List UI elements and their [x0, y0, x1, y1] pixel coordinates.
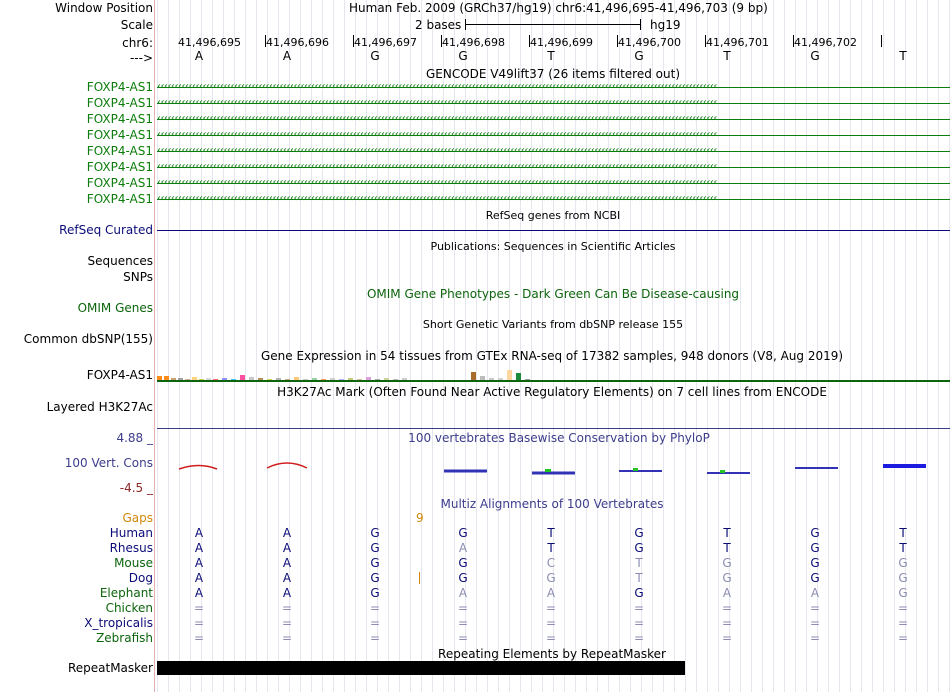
- gtex-tissue-bar[interactable]: [312, 378, 317, 380]
- alignment-base: =: [809, 616, 821, 630]
- gtex-tissue-bar[interactable]: [480, 376, 485, 380]
- species-label[interactable]: Human: [109, 526, 153, 540]
- alignment-base: G: [810, 571, 820, 585]
- alignment-base: A: [194, 571, 204, 585]
- gtex-tissue-bar[interactable]: [231, 379, 236, 380]
- ruler-base: G: [458, 49, 468, 63]
- gtex-tissue-bar[interactable]: [330, 378, 335, 380]
- multiz-track-title[interactable]: Multiz Alignments of 100 Vertebrates: [440, 497, 664, 511]
- gtex-tissue-bar[interactable]: [285, 379, 290, 380]
- gtex-tissue-bar[interactable]: [357, 379, 362, 380]
- alignment-base: T: [723, 526, 731, 540]
- alignment-base: A: [282, 526, 292, 540]
- gtex-tissue-bar[interactable]: [192, 377, 197, 380]
- gtex-tissue-bar[interactable]: [525, 379, 530, 380]
- alignment-base: =: [457, 631, 469, 645]
- gencode-transcript[interactable]: [157, 160, 950, 174]
- alignment-base: A: [282, 541, 292, 555]
- phylop-label[interactable]: 100 Vert. Cons: [64, 456, 153, 470]
- phylop-mark-6: [720, 470, 725, 473]
- publications-track-title[interactable]: Publications: Sequences in Scientific Articles: [430, 240, 676, 253]
- alignment-base: T: [635, 556, 643, 570]
- alignment-base: A: [194, 526, 204, 540]
- alignment-base: T: [899, 541, 907, 555]
- repeatmasker-label[interactable]: RepeatMasker: [67, 661, 153, 675]
- alignment-base: A: [458, 541, 468, 555]
- alignment-base: G: [898, 571, 908, 585]
- alignment-base: =: [897, 631, 909, 645]
- gtex-track-title[interactable]: Gene Expression in 54 tissues from GTEx RNA-seq of 17382 samples, 948 donors (V8, Aug 2019): [260, 349, 844, 363]
- alignment-base: =: [369, 631, 381, 645]
- gaps-value: 9: [416, 511, 424, 525]
- scale-bar-left-tick: [465, 19, 466, 30]
- gtex-tissue-bar[interactable]: [185, 379, 190, 380]
- gtex-tissue-bar[interactable]: [164, 376, 169, 380]
- phylop-peak-1: [179, 466, 217, 470]
- alignment-base: =: [457, 616, 469, 630]
- alignment-base: =: [545, 601, 557, 615]
- alignment-base: =: [193, 616, 205, 630]
- phylop-mark-4: [545, 469, 551, 472]
- alignment-base: =: [281, 616, 293, 630]
- alignment-base: G: [810, 526, 820, 540]
- scale-label: Scale: [120, 18, 153, 32]
- alignment-base: G: [634, 541, 644, 555]
- gtex-tissue-bar[interactable]: [375, 379, 380, 380]
- assembly-position-title[interactable]: Human Feb. 2009 (GRCh37/hg19) chr6:41,496,695-41,496,703 (9 bp): [349, 1, 768, 15]
- gencode-gene-label[interactable]: FOXP4-AS1: [86, 160, 153, 174]
- repeatmasker-element[interactable]: [157, 661, 685, 675]
- alignment-base: G: [898, 556, 908, 570]
- alignment-base: G: [722, 556, 732, 570]
- gencode-transcript[interactable]: [157, 96, 950, 110]
- gtex-tissue-bar[interactable]: [171, 378, 176, 380]
- gtex-expression-bars[interactable]: [157, 366, 950, 382]
- gtex-tissue-bar[interactable]: [402, 378, 407, 380]
- dbsnp-label[interactable]: Common dbSNP(155): [23, 332, 153, 346]
- gencode-track-title[interactable]: GENCODE V49lift37 (26 items filtered out): [425, 67, 681, 81]
- alignment-base: G: [722, 571, 732, 585]
- dbsnp-track-title[interactable]: Short Genetic Variants from dbSNP release 155: [422, 318, 684, 331]
- gtex-tissue-bar[interactable]: [222, 378, 227, 380]
- h3k27ac-label[interactable]: Layered H3K27Ac: [46, 400, 153, 414]
- alignment-base: A: [458, 586, 468, 600]
- strand-arrows-icon: ‹‹‹‹‹‹‹‹‹‹‹‹‹‹‹‹‹‹‹‹‹‹‹‹‹‹‹‹‹‹‹‹‹‹‹‹‹‹‹‹‹‹‹‹‹‹‹‹‹‹‹‹‹‹‹‹‹‹‹‹‹‹‹‹‹‹‹‹‹‹‹‹‹‹‹‹‹‹‹‹‹‹‹‹‹‹‹‹‹‹‹‹‹‹‹‹‹‹‹‹‹‹‹‹‹‹‹‹‹‹‹‹‹‹‹‹‹‹‹‹‹‹‹‹‹‹‹‹‹‹‹‹‹‹‹‹‹‹‹‹‹‹‹‹‹‹‹‹‹‹‹‹‹‹‹‹‹‹‹‹: [157, 193, 717, 204]
- alignment-base: =: [633, 601, 645, 615]
- alignment-base: G: [634, 586, 644, 600]
- strand-arrows-icon: ‹‹‹‹‹‹‹‹‹‹‹‹‹‹‹‹‹‹‹‹‹‹‹‹‹‹‹‹‹‹‹‹‹‹‹‹‹‹‹‹‹‹‹‹‹‹‹‹‹‹‹‹‹‹‹‹‹‹‹‹‹‹‹‹‹‹‹‹‹‹‹‹‹‹‹‹‹‹‹‹‹‹‹‹‹‹‹‹‹‹‹‹‹‹‹‹‹‹‹‹‹‹‹‹‹‹‹‹‹‹‹‹‹‹‹‹‹‹‹‹‹‹‹‹‹‹‹‹‹‹‹‹‹‹‹‹‹‹‹‹‹‹‹‹‹‹‹‹‹‹‹‹‹‹‹‹‹‹‹‹: [157, 177, 717, 188]
- ruler-position-label: 41,496,701: [706, 36, 769, 49]
- alignment-base: =: [545, 631, 557, 645]
- species-label[interactable]: Dog: [128, 571, 153, 585]
- alignment-base: G: [458, 526, 468, 540]
- alignment-base: G: [810, 556, 820, 570]
- gtex-gene-line[interactable]: [157, 380, 950, 382]
- refseq-gene-line[interactable]: [157, 230, 950, 231]
- ruler-base: T: [723, 49, 731, 63]
- gtex-tissue-bar[interactable]: [489, 378, 494, 380]
- ruler-position-label: 41,496,696: [266, 36, 329, 49]
- gtex-tissue-bar[interactable]: [384, 378, 389, 380]
- gencode-gene-label[interactable]: FOXP4-AS1: [86, 96, 153, 110]
- strand-arrows-icon: ‹‹‹‹‹‹‹‹‹‹‹‹‹‹‹‹‹‹‹‹‹‹‹‹‹‹‹‹‹‹‹‹‹‹‹‹‹‹‹‹‹‹‹‹‹‹‹‹‹‹‹‹‹‹‹‹‹‹‹‹‹‹‹‹‹‹‹‹‹‹‹‹‹‹‹‹‹‹‹‹‹‹‹‹‹‹‹‹‹‹‹‹‹‹‹‹‹‹‹‹‹‹‹‹‹‹‹‹‹‹‹‹‹‹‹‹‹‹‹‹‹‹‹‹‹‹‹‹‹‹‹‹‹‹‹‹‹‹‹‹‹‹‹‹‹‹‹‹‹‹‹‹‹‹‹‹‹‹‹‹: [157, 81, 717, 92]
- alignment-base: =: [897, 616, 909, 630]
- alignment-base: =: [193, 601, 205, 615]
- alignment-base: G: [458, 571, 468, 585]
- gencode-gene-label[interactable]: FOXP4-AS1: [86, 112, 153, 126]
- gencode-transcript[interactable]: [157, 176, 950, 190]
- alignment-base: =: [369, 601, 381, 615]
- alignment-base: A: [194, 541, 204, 555]
- alignment-base: G: [370, 541, 380, 555]
- gtex-tissue-bar[interactable]: [498, 378, 503, 380]
- ruler-position-label: 41,496,702: [794, 36, 857, 49]
- alignment-base: =: [809, 631, 821, 645]
- gtex-tissue-bar[interactable]: [294, 377, 299, 380]
- gencode-transcript[interactable]: [157, 128, 950, 142]
- gtex-tissue-bar[interactable]: [206, 378, 211, 380]
- alignment-base: =: [721, 601, 733, 615]
- gtex-tissue-bar[interactable]: [366, 377, 371, 380]
- gtex-tissue-bar[interactable]: [249, 377, 254, 380]
- ruler-tick: [881, 35, 882, 47]
- strand-arrows-icon: ‹‹‹‹‹‹‹‹‹‹‹‹‹‹‹‹‹‹‹‹‹‹‹‹‹‹‹‹‹‹‹‹‹‹‹‹‹‹‹‹‹‹‹‹‹‹‹‹‹‹‹‹‹‹‹‹‹‹‹‹‹‹‹‹‹‹‹‹‹‹‹‹‹‹‹‹‹‹‹‹‹‹‹‹‹‹‹‹‹‹‹‹‹‹‹‹‹‹‹‹‹‹‹‹‹‹‹‹‹‹‹‹‹‹‹‹‹‹‹‹‹‹‹‹‹‹‹‹‹‹‹‹‹‹‹‹‹‹‹‹‹‹‹‹‹‹‹‹‹‹‹‹‹‹‹‹‹‹‹‹: [157, 145, 717, 156]
- alignment-base: =: [809, 601, 821, 615]
- alignment-base: C: [546, 556, 556, 570]
- alignment-base: A: [194, 556, 204, 570]
- gtex-tissue-bar[interactable]: [258, 378, 263, 380]
- alignment-base: =: [369, 616, 381, 630]
- alignment-base: G: [634, 526, 644, 540]
- alignment-base: T: [547, 526, 555, 540]
- gtex-tissue-bar[interactable]: [507, 370, 512, 380]
- alignment-base: =: [633, 631, 645, 645]
- publications-sequences-label[interactable]: Sequences: [87, 254, 153, 268]
- ruler-base: A: [282, 49, 292, 63]
- ruler-position-label: 41,496,698: [442, 36, 505, 49]
- gtex-tissue-bar[interactable]: [321, 379, 326, 380]
- ruler-base: G: [810, 49, 820, 63]
- alignment-base: =: [721, 616, 733, 630]
- gencode-gene-label[interactable]: FOXP4-AS1: [86, 176, 153, 190]
- species-label[interactable]: X_tropicalis: [84, 616, 153, 630]
- phylop-wiggle[interactable]: [157, 458, 950, 478]
- scale-bar-right-tick: [640, 19, 641, 30]
- alignment-base: =: [897, 601, 909, 615]
- ruler-position-label: 41,496,700: [618, 36, 681, 49]
- alignment-base: T: [635, 571, 643, 585]
- phylop-max-label: 4.88 _: [116, 431, 153, 445]
- gtex-tissue-bar[interactable]: [267, 379, 272, 380]
- alignment-base: G: [370, 556, 380, 570]
- species-label[interactable]: Rhesus: [109, 541, 153, 555]
- refseq-label[interactable]: RefSeq Curated: [59, 223, 153, 237]
- alignment-base: A: [282, 556, 292, 570]
- ruler-position-label: 41,496,699: [530, 36, 593, 49]
- publications-snps-label[interactable]: SNPs: [123, 270, 153, 284]
- gencode-gene-label[interactable]: FOXP4-AS1: [86, 144, 153, 158]
- alignment-base: A: [546, 586, 556, 600]
- omim-track-title[interactable]: OMIM Gene Phenotypes - Dark Green Can Be Disease-causing: [366, 287, 740, 301]
- gtex-tissue-bar[interactable]: [348, 378, 353, 380]
- ruler-base: G: [370, 49, 380, 63]
- phylop-mark-5: [633, 468, 638, 471]
- alignment-base: G: [370, 526, 380, 540]
- strand-arrows-icon: ‹‹‹‹‹‹‹‹‹‹‹‹‹‹‹‹‹‹‹‹‹‹‹‹‹‹‹‹‹‹‹‹‹‹‹‹‹‹‹‹‹‹‹‹‹‹‹‹‹‹‹‹‹‹‹‹‹‹‹‹‹‹‹‹‹‹‹‹‹‹‹‹‹‹‹‹‹‹‹‹‹‹‹‹‹‹‹‹‹‹‹‹‹‹‹‹‹‹‹‹‹‹‹‹‹‹‹‹‹‹‹‹‹‹‹‹‹‹‹‹‹‹‹‹‹‹‹‹‹‹‹‹‹‹‹‹‹‹‹‹‹‹‹‹‹‹‹‹‹‹‹‹‹‹‹‹‹‹‹‹: [157, 129, 717, 140]
- alignment-base: T: [899, 526, 907, 540]
- gtex-tissue-bar[interactable]: [516, 373, 521, 380]
- alignment-base: A: [194, 586, 204, 600]
- species-label[interactable]: Elephant: [99, 586, 153, 600]
- ruler-base: G: [634, 49, 644, 63]
- scale-bar: [465, 24, 641, 25]
- alignment-base: G: [546, 571, 556, 585]
- h3k27ac-baseline: [157, 428, 950, 429]
- scale-text: 2 bases: [415, 18, 462, 32]
- ruler-position-label: 41,496,697: [354, 36, 417, 49]
- omim-label[interactable]: OMIM Genes: [77, 301, 153, 315]
- strand-arrows-icon: ‹‹‹‹‹‹‹‹‹‹‹‹‹‹‹‹‹‹‹‹‹‹‹‹‹‹‹‹‹‹‹‹‹‹‹‹‹‹‹‹‹‹‹‹‹‹‹‹‹‹‹‹‹‹‹‹‹‹‹‹‹‹‹‹‹‹‹‹‹‹‹‹‹‹‹‹‹‹‹‹‹‹‹‹‹‹‹‹‹‹‹‹‹‹‹‹‹‹‹‹‹‹‹‹‹‹‹‹‹‹‹‹‹‹‹‹‹‹‹‹‹‹‹‹‹‹‹‹‹‹‹‹‹‹‹‹‹‹‹‹‹‹‹‹‹‹‹‹‹‹‹‹‹‹‹‹‹‹‹‹: [157, 97, 717, 108]
- scale-db: hg19: [650, 18, 681, 32]
- gtex-tissue-bar[interactable]: [213, 379, 218, 380]
- window-position-label: Window Position: [55, 1, 153, 15]
- alignment-base: T: [547, 541, 555, 555]
- gtex-tissue-bar[interactable]: [471, 372, 476, 380]
- gaps-label: Gaps: [122, 511, 153, 525]
- alignment-base: T: [723, 541, 731, 555]
- alignment-base: G: [458, 556, 468, 570]
- gtex-tissue-bar[interactable]: [240, 375, 245, 380]
- phylop-track-title[interactable]: 100 vertebrates Basewise Conservation by PhyloP: [408, 431, 710, 445]
- label-divider: [154, 0, 155, 692]
- gtex-tissue-bar[interactable]: [339, 379, 344, 380]
- ruler-base: T: [547, 49, 555, 63]
- species-label[interactable]: Zebrafish: [96, 631, 153, 645]
- gtex-tissue-bar[interactable]: [393, 379, 398, 380]
- gencode-gene-label[interactable]: FOXP4-AS1: [86, 192, 153, 206]
- gencode-transcript[interactable]: [157, 192, 950, 206]
- gtex-tissue-bar[interactable]: [276, 378, 281, 380]
- alignment-base: =: [457, 601, 469, 615]
- alignment-base: =: [721, 631, 733, 645]
- gtex-tissue-bar[interactable]: [303, 379, 308, 380]
- phylop-peak-2: [267, 463, 307, 468]
- alignment-base: G: [370, 571, 380, 585]
- gencode-gene-label[interactable]: FOXP4-AS1: [86, 80, 153, 94]
- alignment-base: =: [633, 616, 645, 630]
- strand-arrows-icon: ‹‹‹‹‹‹‹‹‹‹‹‹‹‹‹‹‹‹‹‹‹‹‹‹‹‹‹‹‹‹‹‹‹‹‹‹‹‹‹‹‹‹‹‹‹‹‹‹‹‹‹‹‹‹‹‹‹‹‹‹‹‹‹‹‹‹‹‹‹‹‹‹‹‹‹‹‹‹‹‹‹‹‹‹‹‹‹‹‹‹‹‹‹‹‹‹‹‹‹‹‹‹‹‹‹‹‹‹‹‹‹‹‹‹‹‹‹‹‹‹‹‹‹‹‹‹‹‹‹‹‹‹‹‹‹‹‹‹‹‹‹‹‹‹‹‹‹‹‹‹‹‹‹‹‹‹‹‹‹‹: [157, 161, 717, 172]
- gtex-tissue-bar[interactable]: [157, 376, 162, 380]
- strand-arrows-icon: ‹‹‹‹‹‹‹‹‹‹‹‹‹‹‹‹‹‹‹‹‹‹‹‹‹‹‹‹‹‹‹‹‹‹‹‹‹‹‹‹‹‹‹‹‹‹‹‹‹‹‹‹‹‹‹‹‹‹‹‹‹‹‹‹‹‹‹‹‹‹‹‹‹‹‹‹‹‹‹‹‹‹‹‹‹‹‹‹‹‹‹‹‹‹‹‹‹‹‹‹‹‹‹‹‹‹‹‹‹‹‹‹‹‹‹‹‹‹‹‹‹‹‹‹‹‹‹‹‹‹‹‹‹‹‹‹‹‹‹‹‹‹‹‹‹‹‹‹‹‹‹‹‹‹‹‹‹‹‹‹: [157, 113, 717, 124]
- alignment-base: =: [193, 631, 205, 645]
- alignment-base: =: [545, 616, 557, 630]
- alignment-base: G: [898, 586, 908, 600]
- ruler-position-label: 41,496,695: [178, 36, 241, 49]
- gencode-gene-label[interactable]: FOXP4-AS1: [86, 128, 153, 142]
- alignment-base: A: [722, 586, 732, 600]
- alignment-base: A: [810, 586, 820, 600]
- strand-label: --->: [129, 51, 153, 65]
- gencode-transcript[interactable]: [157, 80, 950, 94]
- species-label[interactable]: Mouse: [114, 556, 153, 570]
- alignment-base: G: [370, 586, 380, 600]
- alignment-base: =: [281, 601, 293, 615]
- phylop-min-label: -4.5 _: [119, 481, 153, 495]
- chrom-label: chr6:: [122, 36, 153, 50]
- alignment-base: =: [281, 631, 293, 645]
- alignment-base: A: [282, 586, 292, 600]
- h3k27ac-track-title[interactable]: H3K27Ac Mark (Often Found Near Active Regulatory Elements) on 7 cell lines from ENCODE: [277, 385, 827, 399]
- alignment-base: G: [810, 541, 820, 555]
- alignment-base: A: [282, 571, 292, 585]
- gtex-tissue-bar[interactable]: [199, 379, 204, 380]
- gencode-transcript[interactable]: [157, 144, 950, 158]
- gencode-transcript[interactable]: [157, 112, 950, 126]
- species-label[interactable]: Chicken: [105, 601, 153, 615]
- gtex-tissue-bar[interactable]: [178, 378, 183, 380]
- repeatmasker-track-title[interactable]: Repeating Elements by RepeatMasker: [438, 647, 666, 661]
- refseq-track-title[interactable]: RefSeq genes from NCBI: [485, 209, 621, 222]
- dog-insertion-marker[interactable]: [419, 572, 420, 584]
- gtex-label[interactable]: FOXP4-AS1: [86, 368, 153, 382]
- ruler-base: T: [899, 49, 907, 63]
- ruler-base: A: [194, 49, 204, 63]
